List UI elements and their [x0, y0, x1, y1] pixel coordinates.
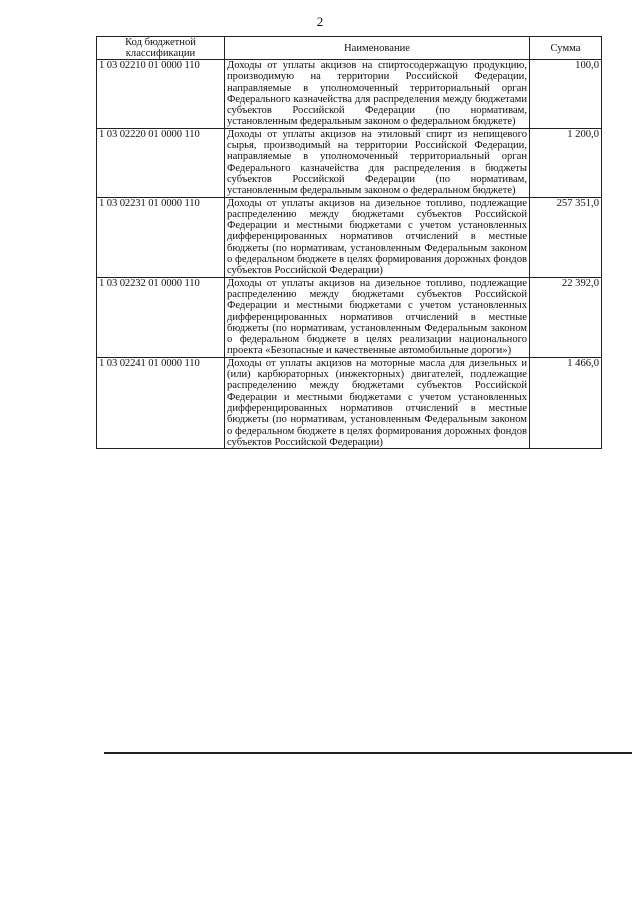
header-sum: Сумма [530, 37, 602, 60]
row-code: 1 03 02220 01 0000 110 [97, 128, 225, 197]
row-name: Доходы от уплаты акцизов на дизельное топливо, подлежащие распределению между бюджетами субъектов Российской Федерации и местными бюджетами с учетом установленных дифференцированных нормативов отчислений в местные бюджеты (по нормативам, установленным Федеральным законом о федеральном бюджете в целях формирования дорожных фондов субъектов Российской Федерации) [225, 197, 530, 277]
row-code: 1 03 02232 01 0000 110 [97, 277, 225, 357]
table-row [97, 128, 602, 197]
table-row [97, 197, 602, 277]
row-sum: 100,0 [530, 60, 602, 129]
row-sum: 22 392,0 [530, 277, 602, 357]
row-name: Доходы от уплаты акцизов на моторные масла для дизельных и (или) карбюраторных (инжекторных) двигателей, подлежащие распределению между бюджетами субъектов Российской Федерации и местными бюджетами с учетом установленных дифференцированных нормативов отчислений в местные бюджеты (по нормативам, установленным Федеральным законом о федеральном бюджете в целях формирования дорожных фондов субъектов Российской Федерации) [225, 357, 530, 448]
row-sum: 1 200,0 [530, 128, 602, 197]
row-name: Доходы от уплаты акцизов на дизельное топливо, подлежащие распределению между бюджетами субъектов Российской Федерации и местными бюджетами с учетом установленных дифференцированных нормативов отчислений в местные бюджеты (по нормативам, установленным Федеральным законом о федеральном бюджете в целях реализации национального проекта «Безопасные и качественные автомобильные дороги») [225, 277, 530, 357]
bottom-divider [104, 752, 632, 754]
header-code: Код бюджетной классификации [97, 37, 225, 60]
row-code: 1 03 02241 01 0000 110 [97, 357, 225, 448]
table-row [97, 277, 602, 357]
budget-table [96, 36, 602, 449]
row-code: 1 03 02210 01 0000 110 [97, 60, 225, 129]
table-row [97, 357, 602, 448]
table-row [97, 60, 602, 129]
header-name: Наименование [225, 37, 530, 60]
page-number: 2 [316, 14, 324, 29]
row-code: 1 03 02231 01 0000 110 [97, 197, 225, 277]
table-header-row [97, 37, 602, 60]
row-name: Доходы от уплаты акцизов на спиртосодержащую продукцию, производимую на территории Российской Федерации, направляемые в уполномоченный территориальный орган Федерального казначейства для распределения между бюджетами субъектов Российской Федерации (по нормативам, установленным федеральным законом о федеральном бюджете) [225, 60, 530, 129]
row-sum: 257 351,0 [530, 197, 602, 277]
row-name: Доходы от уплаты акцизов на этиловый спирт из непищевого сырья, производимый на территории Российской Федерации, направляемые в уполномоченный территориальный орган Федерального казначейства для распределения в бюджеты субъектов Российской Федерации (по нормативам, установленным федеральным законом о федеральном бюджете) [225, 128, 530, 197]
row-sum: 1 466,0 [530, 357, 602, 448]
